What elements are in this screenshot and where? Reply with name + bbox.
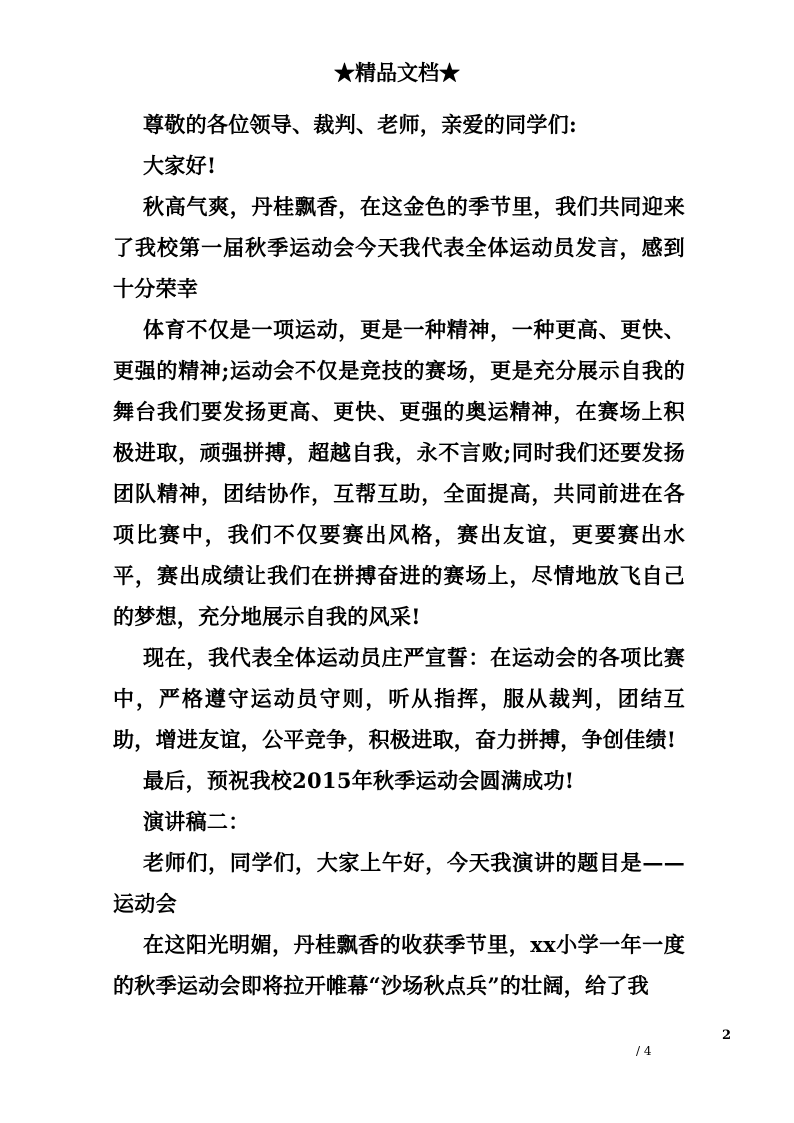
closing-paragraph: 最后，预祝我校2015年秋季运动会圆满成功!	[143, 768, 575, 793]
spirit-paragraph: 体育不仅是一项运动，更是一种精神，一种更高、更快、更强的精神;运动会不仅是竞技的赛场，更是充分展示自我的舞台我们要发扬更高、更快、更强的奥运精神，在赛场上积极进取，顽强拼搏，超越自我，永不言败;同时我们还要发扬团队精神，团结协作，互帮互助，全面提高，共同前进在各项比赛中，我们不仅要赛出风格，赛出友谊，更要赛出水平，赛出成绩让我们在拼搏奋进的赛场上，尽情地放飞自己的梦想，充分地展示自我的风采!	[113, 317, 685, 629]
salutation-paragraph: 尊敬的各位领导、裁判、老师，亲爱的同学们:	[143, 112, 578, 137]
page-total: / 4	[636, 1044, 652, 1058]
page-number: 2	[722, 1028, 732, 1043]
greeting-paragraph: 大家好!	[143, 153, 217, 178]
speech-two-heading: 演讲稿二：	[143, 809, 250, 834]
speech-two-paragraph: 在这阳光明媚，丹桂飘香的收获季节里，xx小学一年一度的秋季运动会即将拉开帷幕“沙场秋点兵”的壮阔，给了我	[113, 932, 685, 998]
document-header: ★精品文档★	[334, 60, 460, 85]
opening-paragraph: 秋高气爽，丹桂飘香，在这金色的季节里，我们共同迎来了我校第一届秋季运动会今天我代表全体运动员发言，感到十分荣幸	[113, 194, 685, 301]
speech-two-intro: 老师们，同学们，大家上午好，今天我演讲的题目是——运动会	[113, 850, 685, 916]
document-body	[113, 104, 685, 1006]
oath-paragraph: 现在，我代表全体运动员庄严宣誓：在运动会的各项比赛中，严格遵守运动员守则，听从指挥，服从裁判，团结互助，增进友谊，公平竞争，积极进取，奋力拼搏，争创佳绩!	[113, 645, 685, 752]
